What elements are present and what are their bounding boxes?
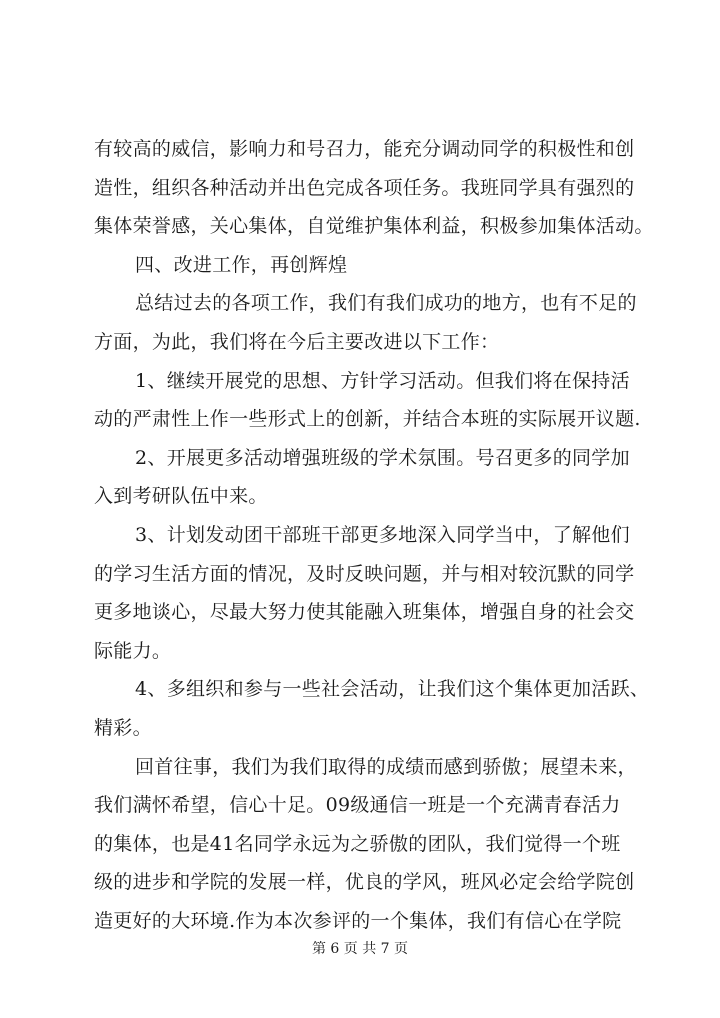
list-item-1: 1、继续开展党的思想、方针学习活动。但我们将在保持活 [135, 369, 630, 392]
text-line: 集体荣誉感，关心集体，自觉维护集体利益，积极参加集体活动。 [94, 215, 654, 238]
text-line: 造性，组织各种活动并出色完成各项任务。我班同学具有强烈的 [94, 176, 635, 199]
list-item-4: 4、多组织和参与一些社会活动，让我们这个集体更加活跃、 [135, 678, 650, 701]
text-line: 的学习生活方面的情况，及时反映问题，并与相对较沉默的同学 [94, 562, 635, 585]
list-item-3: 3、计划发动团干部班干部更多地深入同学当中，了解他们 [135, 523, 630, 546]
page-footer: 第 6 页 共 7 页 [311, 941, 409, 957]
text-line: 方面，为此，我们将在今后主要改进以下工作： [94, 330, 500, 353]
text-line: 级的进步和学院的发展一样，优良的学风，班风必定会给学院创 [94, 871, 635, 894]
text-line: 入到考研队伍中来。 [94, 485, 268, 508]
text-line: 总结过去的各项工作，我们有我们成功的地方，也有不足的 [135, 292, 637, 315]
text-line: 我们满怀希望，信心十足。09级通信一班是一个充满青春活力 [94, 794, 621, 817]
text-line: 精彩。 [94, 716, 152, 739]
text-line: 动的严肃性上作一些形式上的创新，并结合本班的实际展开议题. [94, 408, 641, 431]
text-line: 有较高的威信，影响力和号召力，能充分调动同学的积极性和创 [94, 138, 635, 160]
section-heading: 四、改进工作，再创辉煌 [135, 253, 348, 276]
text-line: 造更好的大环境.作为本次参评的一个集体，我们有信心在学院 [94, 909, 622, 932]
text-line: 回首往事，我们为我们取得的成绩而感到骄傲；展望未来， [135, 755, 637, 778]
list-item-2: 2、开展更多活动增强班级的学术氛围。号召更多的同学加 [135, 446, 630, 469]
text-line: 际能力。 [94, 639, 172, 662]
text-line: 更多地谈心，尽最大努力使其能融入班集体，增强自身的社会交 [94, 601, 635, 624]
body-text [94, 130, 654, 940]
text-line: 的集体，也是41名同学永远为之骄傲的团队，我们觉得一个班 [94, 832, 621, 855]
